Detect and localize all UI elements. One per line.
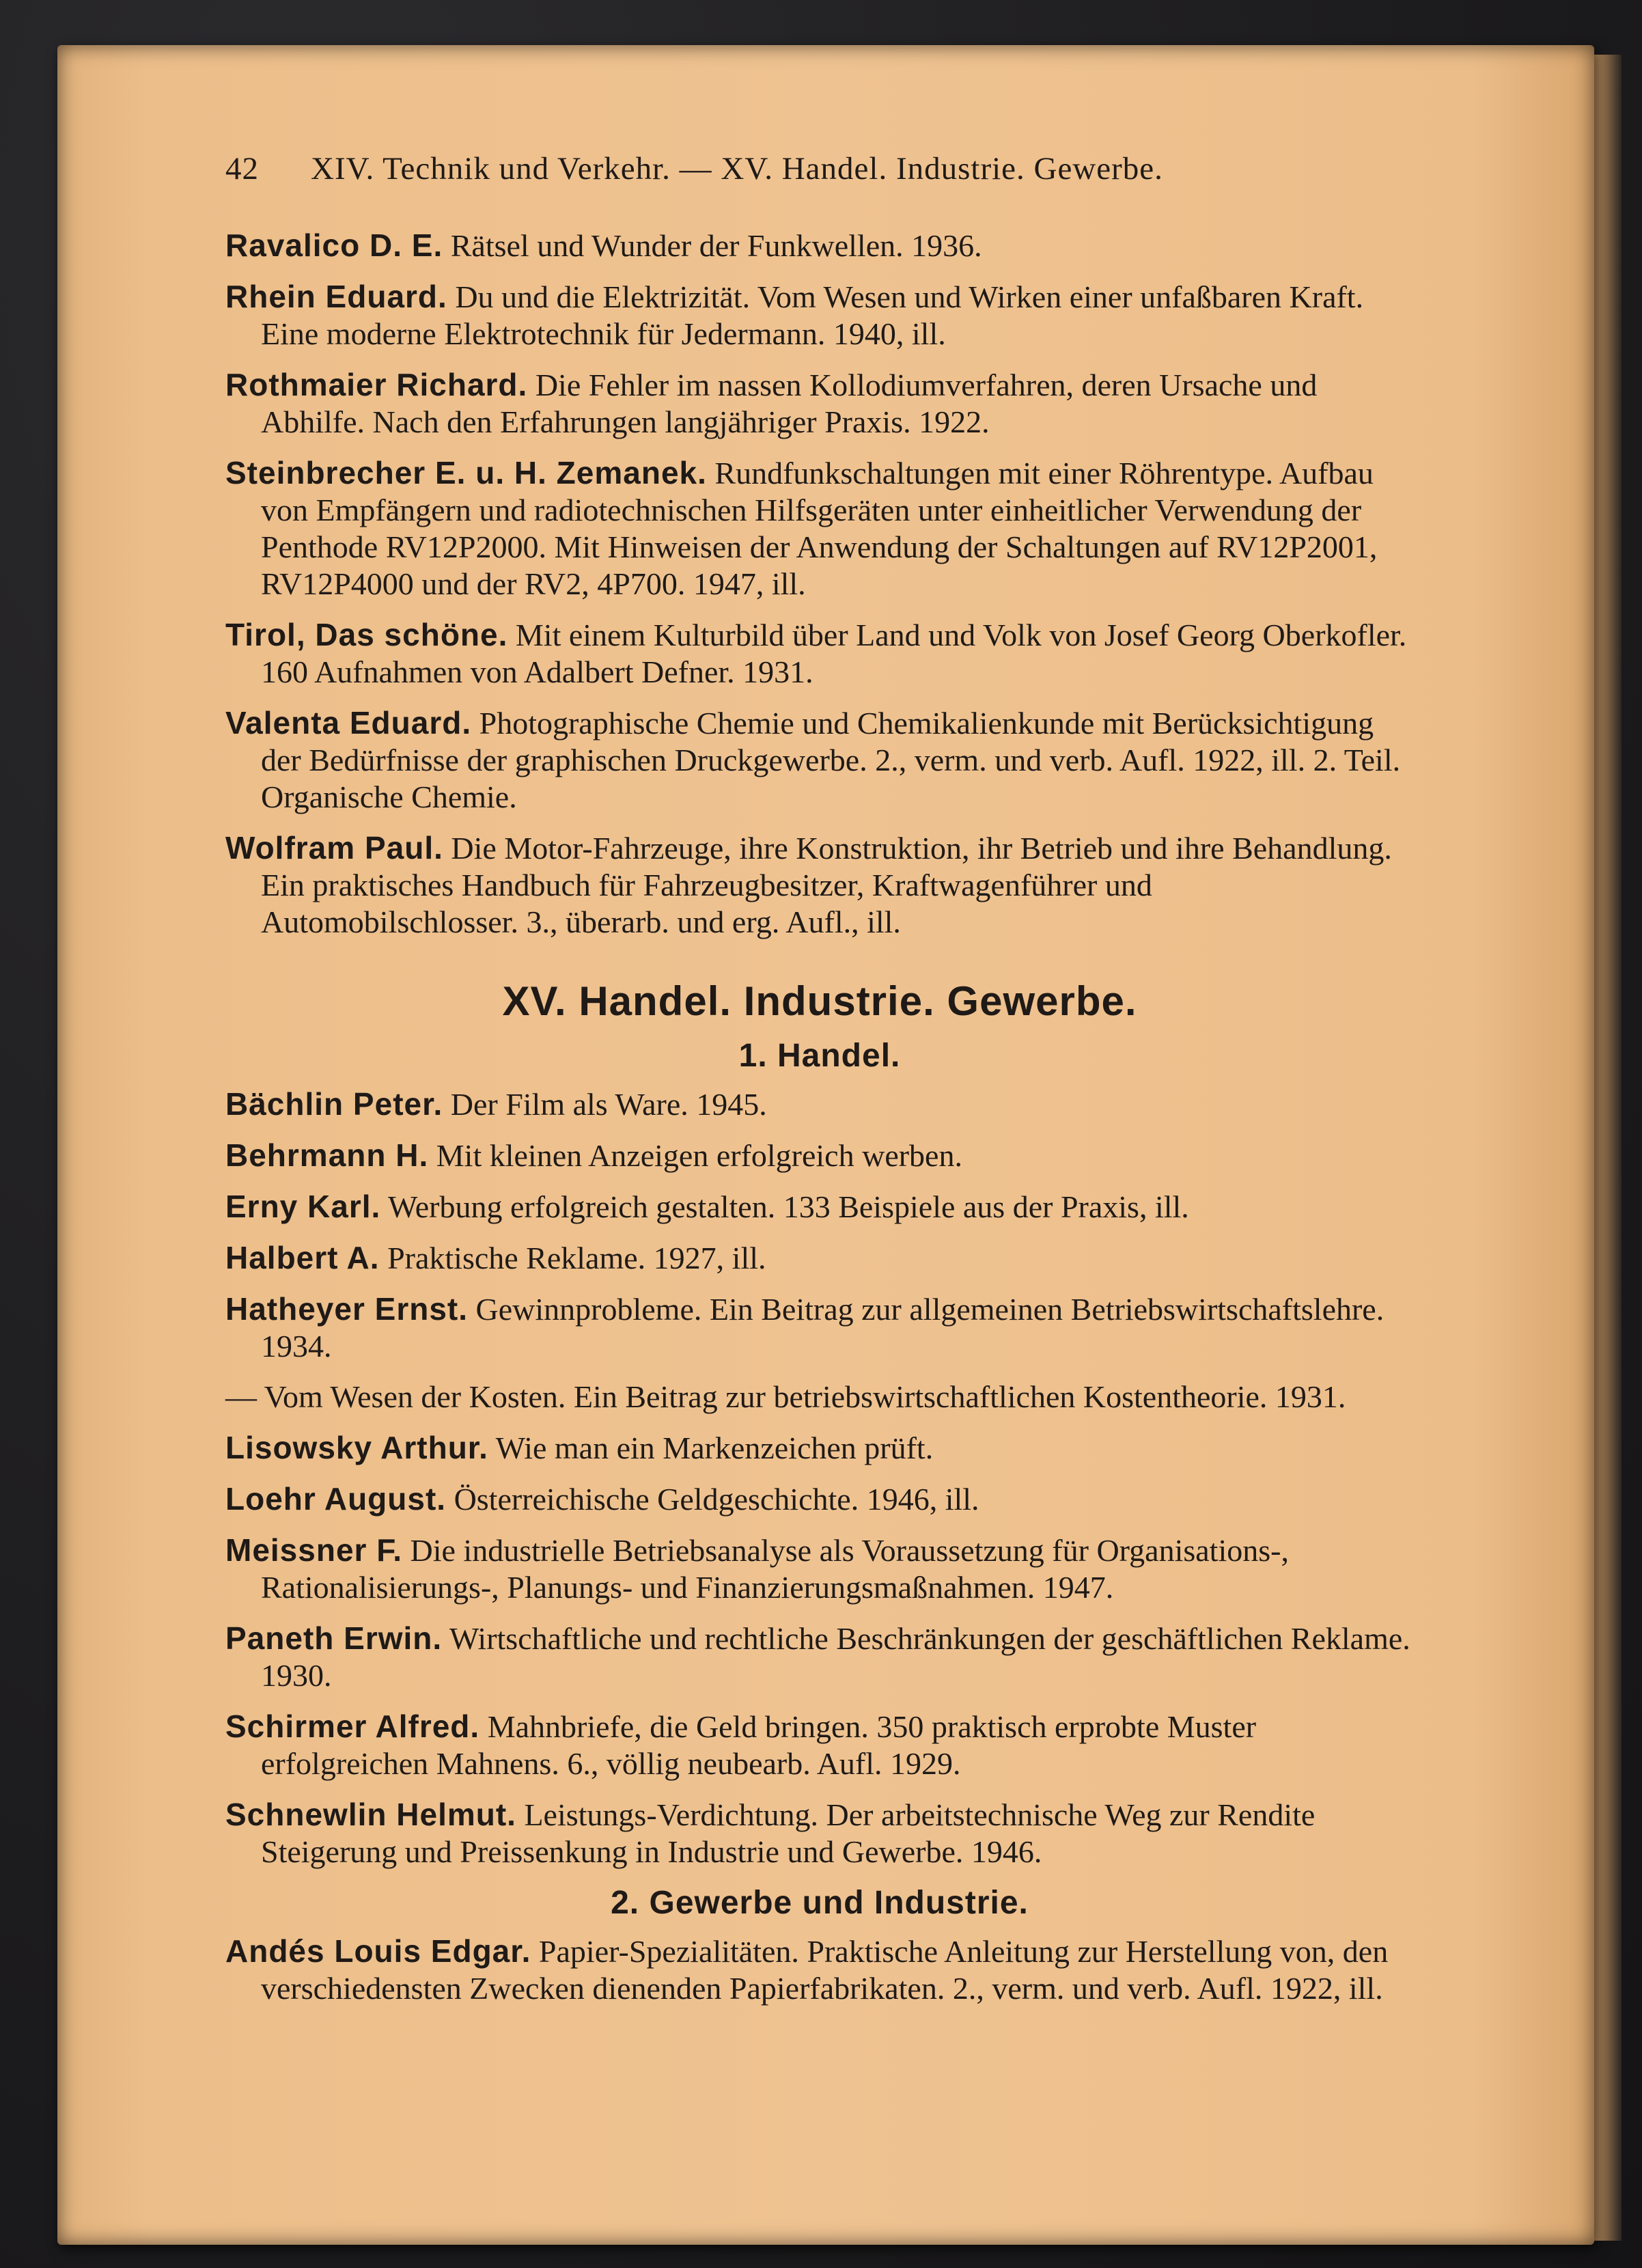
entry-author: Steinbrecher E. u. H. Zemanek. — [225, 455, 707, 490]
entry-author: Ravalico D. E. — [225, 227, 443, 263]
bib-entry — [225, 278, 1414, 352]
bib-entry — [225, 454, 1414, 603]
entry-author: Behrmann H. — [225, 1137, 429, 1173]
bib-entry — [225, 616, 1414, 691]
entry-text: Mahnbriefe, die Geld bringen. 350 praktisch erprobte Muster erfolgreichen Mahnens. 6., völlig neubearb. Aufl. 1929. — [261, 1709, 1257, 1781]
entry-text: Rätsel und Wunder der Funkwellen. 1936. — [450, 228, 982, 263]
entry-author: Bächlin Peter. — [225, 1086, 443, 1122]
bib-entry — [225, 1933, 1414, 2007]
entry-text: Österreichische Geldgeschichte. 1946, ill. — [454, 1482, 979, 1517]
bib-entry — [225, 1137, 1414, 1174]
entry-author: Schirmer Alfred. — [225, 1709, 480, 1744]
bib-entry — [225, 1188, 1414, 1226]
entry-text: Der Film als Ware. 1945. — [450, 1087, 767, 1122]
entry-text: Mit kleinen Anzeigen erfolgreich werben. — [436, 1138, 962, 1173]
entry-text: Gewinnprobleme. Ein Beitrag zur allgemeinen Betriebswirtschaftslehre. 1934. — [261, 1292, 1384, 1364]
bib-entry — [225, 227, 1414, 264]
entry-text: Vom Wesen der Kosten. Ein Beitrag zur betriebswirtschaftlichen Kostentheorie. 1931. — [264, 1379, 1346, 1414]
entry-text: Photographische Chemie und Chemikalienkunde mit Berücksichtigung der Bedürfnisse der graphischen Druckgewerbe. 2., verm. und verb. Aufl. 1922, ill. 2. Teil. Organische Chemie. — [261, 706, 1401, 814]
book-page-edge — [1594, 55, 1622, 2241]
subsection-title: 2. Gewerbe und Industrie. — [611, 1885, 1029, 1921]
entry-text: Werbung erfolgreich gestalten. 133 Beispiele aus der Praxis, ill. — [387, 1189, 1189, 1224]
bib-entry — [225, 1290, 1414, 1365]
section-xv-handel-list — [225, 1085, 1414, 1870]
entry-author: Paneth Erwin. — [225, 1620, 443, 1656]
entry-author: Rhein Eduard. — [225, 279, 447, 314]
entry-author: Loehr August. — [225, 1481, 447, 1517]
page-text — [225, 150, 1414, 2021]
entry-author: Hatheyer Ernst. — [225, 1291, 469, 1327]
entry-text: Leistungs-Verdichtung. Der arbeitstechnische Weg zur Rendite Steigerung und Preissenkung in Industrie und Gewerbe. 1946. — [261, 1797, 1316, 1869]
section-xiv-list — [225, 227, 1414, 941]
bib-entry — [225, 1379, 1414, 1415]
entry-text: Mit einem Kulturbild über Land und Volk von Josef Georg Oberkofler. 160 Aufnahmen von Adalbert Defner. 1931. — [261, 618, 1407, 689]
entry-author: Wolfram Paul. — [225, 830, 443, 866]
bib-entry — [225, 1480, 1414, 1518]
entry-author-dash: — — [225, 1379, 257, 1414]
bib-entry — [225, 704, 1414, 816]
bib-entry — [225, 1708, 1414, 1782]
section-title: XV. Handel. Industrie. Gewerbe. — [502, 978, 1137, 1024]
entry-author: Meissner F. — [225, 1532, 402, 1568]
entry-text: Rundfunkschaltungen mit einer Röhrentype. Aufbau von Empfängern und radiotechnischen Hilfsgeräten unter einheitlicher Verwendung der Penthode RV12P2000. Mit Hinweisen der Anwendung der Schaltungen auf RV12P2001, RV12P4000 und der RV2, 4P700. 1947, ill. — [261, 456, 1378, 601]
running-head — [225, 150, 1414, 187]
bib-entry — [225, 1532, 1414, 1606]
entry-text: Die Fehler im nassen Kollodiumverfahren, deren Ursache und Abhilfe. Nach den Erfahrungen langjähriger Praxis. 1922. — [261, 368, 1318, 439]
entry-author: Tirol, Das schöne. — [225, 617, 508, 652]
subsection-title: 1. Handel. — [738, 1038, 901, 1074]
bib-entry — [225, 1796, 1414, 1870]
entry-author: Schnewlin Helmut. — [225, 1797, 516, 1832]
entry-author: Andés Louis Edgar. — [225, 1933, 531, 1969]
entry-author: Lisowsky Arthur. — [225, 1430, 488, 1465]
bib-entry — [225, 1429, 1414, 1467]
entry-text: Die Motor-Fahrzeuge, ihre Konstruktion, ihr Betrieb und ihre Behandlung. Ein praktisches Handbuch für Fahrzeugbesitzer, Kraftwagenführer und Automobilschlosser. 3., überarb. und erg. Aufl., ill. — [261, 831, 1392, 939]
running-head-title: XIV. Technik und Verkehr. — XV. Handel. Industrie. Gewerbe. — [311, 151, 1163, 186]
entry-author: Erny Karl. — [225, 1189, 381, 1224]
entry-text: Wie man ein Markenzeichen prüft. — [495, 1430, 934, 1465]
bib-entry — [225, 1239, 1414, 1277]
entry-text: Praktische Reklame. 1927, ill. — [387, 1241, 766, 1275]
bib-entry — [225, 366, 1414, 441]
bib-entry — [225, 1620, 1414, 1694]
entry-text: Papier-Spezialitäten. Praktische Anleitung zur Herstellung von, den verschiedensten Zwecken dienenden Papierfabrikaten. 2., verm. und verb. Aufl. 1922, ill. — [261, 1934, 1389, 2006]
entry-text: Wirtschaftliche und rechtliche Beschränkungen der geschäftlichen Reklame. 1930. — [261, 1621, 1410, 1693]
entry-author: Halbert A. — [225, 1240, 380, 1275]
entry-author: Valenta Eduard. — [225, 705, 472, 741]
entry-author: Rothmaier Richard. — [225, 367, 528, 402]
entry-text: Du und die Elektrizität. Vom Wesen und Wirken einer unfaßbaren Kraft. Eine moderne Elektrotechnik für Jedermann. 1940, ill. — [261, 279, 1364, 351]
page-number: 42 — [225, 151, 259, 186]
bib-entry — [225, 829, 1414, 941]
bib-entry — [225, 1085, 1414, 1123]
section-xv-gewerbe-list — [225, 1933, 1414, 2007]
entry-text: Die industrielle Betriebsanalyse als Voraussetzung für Organisations-, Rationalisierungs-, Planungs- und Finanzierungsmaßnahmen. 1947. — [261, 1533, 1289, 1605]
